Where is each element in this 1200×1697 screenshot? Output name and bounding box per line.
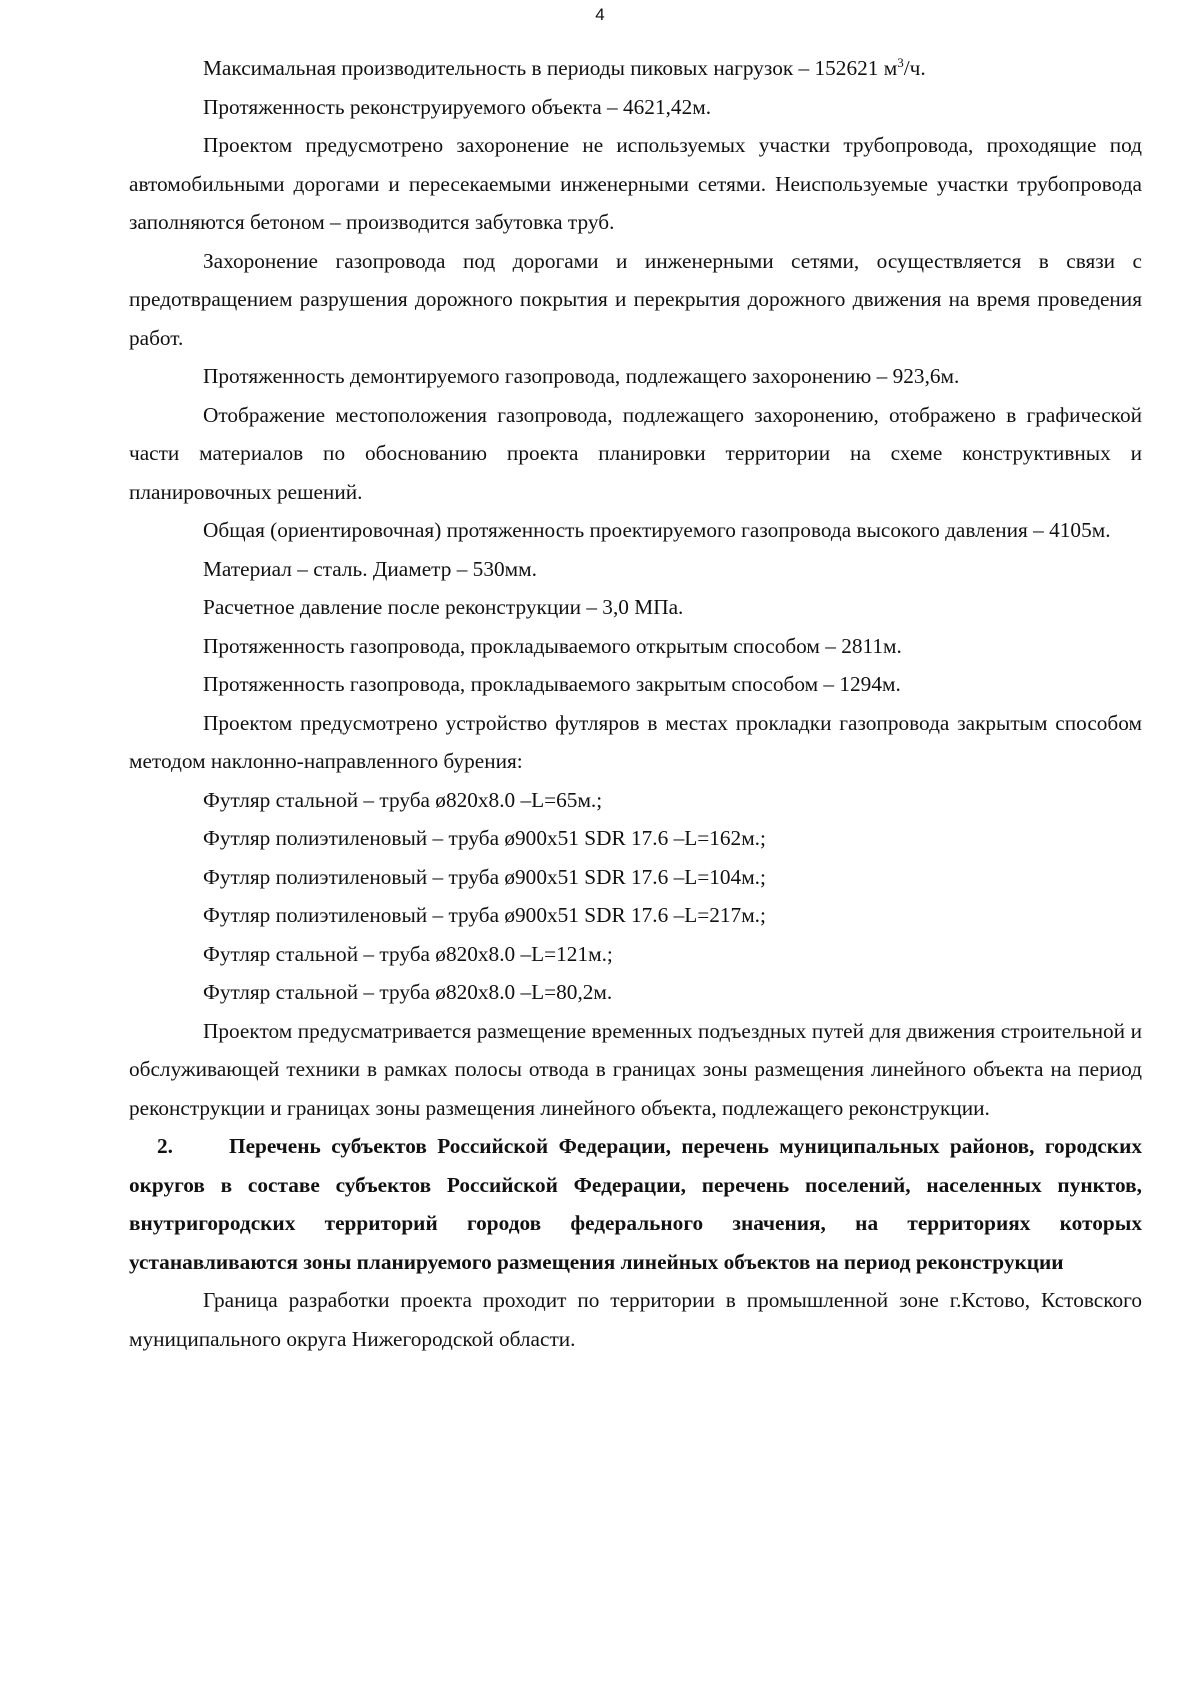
casing-item: Футляр стальной – труба ø820x8.0 –L=65м.; — [203, 787, 603, 812]
casing-item: Футляр стальной – труба ø820x8.0 –L=80,2м. — [203, 980, 613, 1004]
paragraph-location-display: Отображение местоположения газопровода, подлежащего захоронению, отображено в графической части материалов по обоснованию проекта планировки территории на схеме конструктивных и планировочных решений. — [129, 402, 1142, 504]
section-heading — [129, 1127, 1142, 1281]
casing-item: Футляр полиэтиленовый – труба ø900x51 SDR 17.6 –L=104м.; — [203, 864, 766, 889]
paragraph-dismantled-length: Протяженность демонтируемого газопровода, подлежащего захоронению – 923,6м. — [203, 364, 960, 388]
casing-item: Футляр стальной – труба ø820x8.0 –L=121м.; — [203, 941, 613, 966]
paragraph-temporary-roads: Проектом предусматривается размещение временных подъездных путей для движения строительной и обслуживающей техники в рамках полосы отвода в границах зоны размещения линейного объекта на период реконструкции и границах зоны размещения линейного объекта, подлежащего реконструкции. — [129, 1018, 1142, 1120]
document-body — [129, 49, 1142, 1358]
max-capacity-text: Максимальная производительность в периоды пиковых нагрузок – 152621 м — [203, 56, 898, 80]
paragraph-open-length: Протяженность газопровода, прокладываемого открытым способом – 2811м. — [203, 633, 902, 658]
paragraph-total-length: Общая (ориентировочная) протяженность проектируемого газопровода высокого давления – 4105м. — [203, 518, 1111, 542]
section-title: Перечень субъектов Российской Федерации, перечень муниципальных районов, городских округов в составе субъектов Российской Федерации, перечень поселений, населенных пунктов, внутригородских территорий городов федерального значения, на территориях которых устанавливаются зоны планируемого размещения линейных объектов на период реконструкции — [129, 1134, 1142, 1274]
casing-item: Футляр полиэтиленовый – труба ø900x51 SDR 17.6 –L=217м.; — [203, 903, 766, 927]
paragraph-project-boundary: Граница разработки проекта проходит по территории в промышленной зоне г.Кстово, Кстовского муниципального округа Нижегородской области. — [129, 1288, 1142, 1351]
paragraph-pressure: Расчетное давление после реконструкции – 3,0 МПа. — [203, 595, 684, 619]
section-number: 2. — [157, 1134, 173, 1158]
paragraph-casings-intro: Проектом предусмотрено устройство футляров в местах прокладки газопровода закрытым способом методом наклонно-направленного бурения: — [129, 710, 1142, 773]
paragraph-object-length: Протяженность реконструируемого объекта – 4621,42м. — [203, 94, 712, 119]
paragraph-closed-length: Протяженность газопровода, прокладываемого закрытым способом – 1294м. — [203, 672, 901, 696]
paragraph-burial-reason: Захоронение газопровода под дорогами и инженерными сетями, осуществляется в связи с предотвращением разрушения дорожного покрытия и перекрытия дорожного движения на время проведения работ. — [129, 248, 1142, 350]
unit-superscript: 3 — [897, 54, 904, 70]
unit-suffix: /ч. — [903, 56, 926, 80]
paragraph-material: Материал – сталь. Диаметр – 530мм. — [203, 556, 537, 581]
casing-item: Футляр полиэтиленовый – труба ø900x51 SDR 17.6 –L=162м.; — [203, 826, 766, 850]
page-number: 4 — [595, 5, 605, 24]
paragraph-max-capacity — [129, 49, 1142, 88]
paragraph-burial-plan: Проектом предусмотрено захоронение не используемых участки трубопровода, проходящие под автомобильными дорогами и пересекаемыми инженерными сетями. Неиспользуемые участки трубопровода заполняются бетоном – производится забутовка труб. — [129, 133, 1142, 234]
